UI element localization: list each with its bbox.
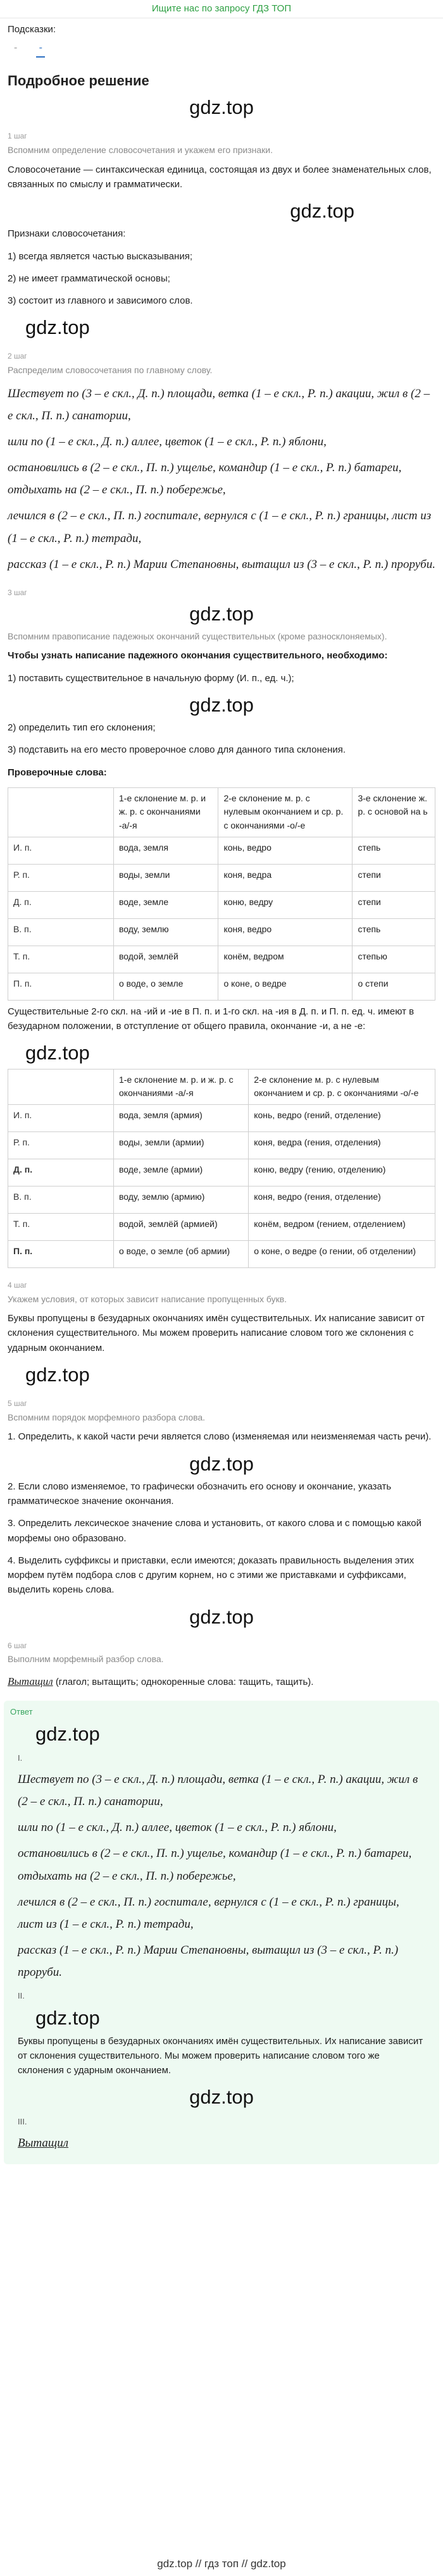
sentence: шли по (1 – е скл., Д. п.) аллее, цветок (1 – е скл., Р. п.) яблони, xyxy=(18,1821,337,1835)
morpheme-line xyxy=(8,1672,435,1691)
paragraph: Проверочные слова: xyxy=(8,767,107,778)
sentence: лечился в (2 – е скл., П. п.) госпитале, вернулся с (1 – е скл., Р. п.) границы, лист из (1 – е скл., Р. п.) тетради, xyxy=(18,1895,399,1931)
paragraph: 2. Если слово изменяемое, то графически обозначить его основу и окончание, указать грамматическое значение окончания. xyxy=(8,1481,392,1507)
paragraph: Чтобы узнать написание падежного окончания существительного, необходимо: xyxy=(8,650,388,662)
table-cell: 3-е склонение ж. р. с основой на ь xyxy=(353,787,435,837)
table-cell: коню, ведру xyxy=(218,891,353,918)
step-label: 6 шаг xyxy=(8,1641,27,1650)
table-cell: 2-е склонение м. р. с нулевым окончанием и ср. р. с окончаниями -о/-е xyxy=(218,787,353,837)
table-row xyxy=(8,787,435,837)
table-cell: о воде, о земле (об армии) xyxy=(114,1240,249,1267)
table-cell: степью xyxy=(353,946,435,973)
table-cell: вода, земля xyxy=(114,837,218,864)
step-note: Вспомним правописание падежных окончаний существительных (кроме разносклоняемых). xyxy=(8,631,387,641)
answer-box xyxy=(4,1701,439,2164)
step-label: 3 шаг xyxy=(8,588,27,597)
sentence: Шествует по (3 – е скл., Д. п.) площади, ветка (1 – е скл., Р. п.) акации, жил в (2 – е скл., П. п.) санатории, xyxy=(8,386,430,422)
watermark: gdz.top xyxy=(189,1452,254,1475)
step-label: 4 шаг xyxy=(8,1280,27,1290)
hints-label: Подсказки: xyxy=(8,24,56,35)
step-note: Вспомним определение словосочетания и укажем его признаки. xyxy=(8,144,273,155)
parsed-word-desc: (глагол; вытащить; однокоренные слова: тащить, тащить). xyxy=(55,1677,314,1688)
hint-tab-1[interactable]: - xyxy=(14,42,18,54)
table-row xyxy=(8,1104,435,1131)
table-cell: воды, земли (армии) xyxy=(114,1131,249,1159)
table-cell: воду, землю xyxy=(114,918,218,946)
table-row xyxy=(8,918,435,946)
table-cell: конём, ведром (гением, отделением) xyxy=(249,1213,435,1240)
table-cell: степи xyxy=(353,891,435,918)
table-cell: водой, землёй (армией) xyxy=(114,1213,249,1240)
sentence: шли по (1 – е скл., Д. п.) аллее, цветок (1 – е скл., Р. п.) яблони, xyxy=(8,435,327,449)
watermark: gdz.top xyxy=(189,693,254,716)
table-cell: 1-е склонение м. р. и ж. р. с окончаниями -а/-я xyxy=(114,1069,249,1104)
table-cell: о коне, о ведре xyxy=(218,973,353,1000)
paragraph: 1) всегда является частью высказывания; xyxy=(8,250,192,262)
paragraph: 3. Определить лексическое значение слова и установить, от какого слова и с помощью какой морфемы оно образовано. xyxy=(8,1518,422,1544)
paragraph: Признаки словосочетания: xyxy=(8,228,126,240)
table-cell: П. п. xyxy=(8,1240,114,1267)
exceptions-table xyxy=(8,1069,435,1268)
table-cell: воды, земли xyxy=(114,864,218,891)
watermark: gdz.top xyxy=(189,2086,254,2109)
table-cell: Д. п. xyxy=(8,891,114,918)
sentence: Шествует по (3 – е скл., Д. п.) площади, ветка (1 – е скл., Р. п.) акации, жил в (2 – е скл., П. п.) санатории, xyxy=(18,1772,418,1809)
table-cell: степи xyxy=(353,864,435,891)
table-cell: В. п. xyxy=(8,918,114,946)
watermark: gdz.top xyxy=(25,316,90,339)
table-cell xyxy=(8,1069,114,1104)
table-cell: конь, ведро xyxy=(218,837,353,864)
table-cell: коню, ведру (гению, отделению) xyxy=(249,1159,435,1186)
table-cell: воде, земле xyxy=(114,891,218,918)
footer: gdz.top // гдз топ // gdz.top xyxy=(157,2557,286,2570)
step-label: 5 шаг xyxy=(8,1399,27,1408)
paragraph: 2) определить тип его склонения; xyxy=(8,722,156,734)
table-cell: В. п. xyxy=(8,1186,114,1213)
paragraph: Буквы пропущены в безударных окончаниях имён существительных. Их написание зависит от склонения существительного. Мы можем проверить написание словом того же склонения с ударным окончанием. xyxy=(8,1313,425,1353)
table-cell: конём, ведром xyxy=(218,946,353,973)
table-cell: воду, землю (армию) xyxy=(114,1186,249,1213)
sentence: рассказ (1 – е скл., Р. п.) Марии Степановны, вытащил из (3 – е скл., Р. п.) проруби. xyxy=(18,1943,399,1980)
table-cell: И. п. xyxy=(8,837,114,864)
watermark: gdz.top xyxy=(189,96,254,119)
answer-part-2: II. xyxy=(18,1991,25,2001)
paragraph: Словосочетание — синтаксическая единица, состоящая из двух и более знаменательных слов, связанных по смыслу и грамматически. xyxy=(8,164,432,190)
watermark: gdz.top xyxy=(35,2007,100,2030)
table-cell: о коне, о ведре (о гении, об отделении) xyxy=(249,1240,435,1267)
answer-part-1: I. xyxy=(18,1753,23,1763)
search-link[interactable]: Ищите нас по запросу ГДЗ ТОП xyxy=(151,3,292,14)
paragraph: 1) поставить существительное в начальную форму (И. п., ед. ч.); xyxy=(8,672,294,684)
paragraph: 4. Выделить суффиксы и приставки, если имеются; доказать правильность выделения этих морфем путём подбора слов с другим корнем, но с этими же приставками и суффиксами, выделить корень слова. xyxy=(8,1555,415,1596)
table-row xyxy=(8,946,435,973)
watermark: gdz.top xyxy=(290,200,354,223)
sentence: лечился в (2 – е скл., П. п.) госпитале, вернулся с (1 – е скл., Р. п.) границы, лист из (1 – е скл., Р. п.) тетради, xyxy=(8,509,432,545)
table-row xyxy=(8,1240,435,1267)
table-cell xyxy=(8,787,114,837)
table-cell: Р. п. xyxy=(8,864,114,891)
sentence: рассказ (1 – е скл., Р. п.) Марии Степановны, вытащил из (3 – е скл., Р. п.) проруби. xyxy=(8,557,435,571)
answer-label: Ответ xyxy=(10,1706,33,1716)
table-row xyxy=(8,973,435,1000)
table-cell: коня, ведра xyxy=(218,864,353,891)
paragraph: 3) подставить на его место проверочное слово для данного типа склонения. xyxy=(8,744,346,756)
table-cell: коня, ведро (гения, отделение) xyxy=(249,1186,435,1213)
table-cell: водой, землёй xyxy=(114,946,218,973)
table-cell: воде, земле (армии) xyxy=(114,1159,249,1186)
step-note: Распределим словосочетания по главному слову. xyxy=(8,365,213,376)
top-banner xyxy=(0,0,443,18)
watermark: gdz.top xyxy=(25,1363,90,1386)
step-note: Выполним морфемный разбор слова. xyxy=(8,1654,164,1665)
hint-tabs xyxy=(0,37,443,61)
table-row xyxy=(8,1069,435,1104)
sentence: остановились в (2 – е скл., П. п.) ущелье, командир (1 – е скл., Р. п.) батареи, отдыхать на (2 – е скл., П. п.) побережье, xyxy=(8,461,402,497)
paragraph: 2) не имеет грамматической основы; xyxy=(8,273,170,284)
answer-part-3: III. xyxy=(18,2116,27,2126)
parsed-word: Вытащил xyxy=(18,2136,69,2150)
table-cell: Т. п. xyxy=(8,946,114,973)
paragraph: 3) состоит из главного и зависимого слов. xyxy=(8,295,193,307)
table-row xyxy=(8,1213,435,1240)
solution-title: Подробное решение xyxy=(8,73,149,89)
step-label: 2 шаг xyxy=(8,352,27,361)
table-row xyxy=(8,864,435,891)
table-row xyxy=(8,891,435,918)
paragraph: Существительные 2-го скл. на -ий и -ие в П. п. и 1-го скл. на -ия в Д. п. и П. п. ед. ч. имеют в безударном положении, в отступление от общего правила, окончание -и, а не -е: xyxy=(8,1006,415,1032)
check-words-table xyxy=(8,787,435,1001)
table-cell: о воде, о земле xyxy=(114,973,218,1000)
table-cell: степь xyxy=(353,918,435,946)
table-cell: конь, ведро (гений, отделение) xyxy=(249,1104,435,1131)
hint-tab-2[interactable]: - xyxy=(36,40,45,58)
table-cell: И. п. xyxy=(8,1104,114,1131)
step-note: Вспомним порядок морфемного разбора слова. xyxy=(8,1412,206,1422)
table-cell: степь xyxy=(353,837,435,864)
table-cell: коня, ведра (гения, отделения) xyxy=(249,1131,435,1159)
table-row xyxy=(8,1131,435,1159)
watermark: gdz.top xyxy=(35,1722,100,1745)
watermark: gdz.top xyxy=(189,603,254,626)
table-cell: Т. п. xyxy=(8,1213,114,1240)
table-cell: коня, ведро xyxy=(218,918,353,946)
table-cell: 1-е склонение м. р. и ж. р. с окончаниями -а/-я xyxy=(114,787,218,837)
table-row xyxy=(8,1159,435,1186)
table-cell: 2-е склонение м. р. с нулевым окончанием и ср. р. с окончаниями -о/-е xyxy=(249,1069,435,1104)
parsed-word: Вытащил xyxy=(8,1675,53,1688)
table-cell: о степи xyxy=(353,973,435,1000)
watermark: gdz.top xyxy=(25,1042,90,1064)
paragraph: Буквы пропущены в безударных окончаниях имён существительных. Их написание зависит от склонения существительного. Мы можем проверить написание словом того же склонения с ударным окончанием. xyxy=(18,2035,423,2076)
table-cell: Д. п. xyxy=(8,1159,114,1186)
table-cell: П. п. xyxy=(8,973,114,1000)
step-note: Укажем условия, от которых зависит написание пропущенных букв. xyxy=(8,1293,287,1304)
table-row xyxy=(8,1186,435,1213)
watermark: gdz.top xyxy=(189,1605,254,1628)
table-cell: Р. п. xyxy=(8,1131,114,1159)
sentence: остановились в (2 – е скл., П. п.) ущелье, командир (1 – е скл., Р. п.) батареи, отдыхать на (2 – е скл., П. п.) побережье, xyxy=(18,1847,412,1883)
step-label: 1 шаг xyxy=(8,132,27,141)
table-row xyxy=(8,837,435,864)
table-cell: вода, земля (армия) xyxy=(114,1104,249,1131)
paragraph: 1. Определить, к какой части речи является слово (изменяемая или неизменяемая часть речи). xyxy=(8,1431,432,1443)
